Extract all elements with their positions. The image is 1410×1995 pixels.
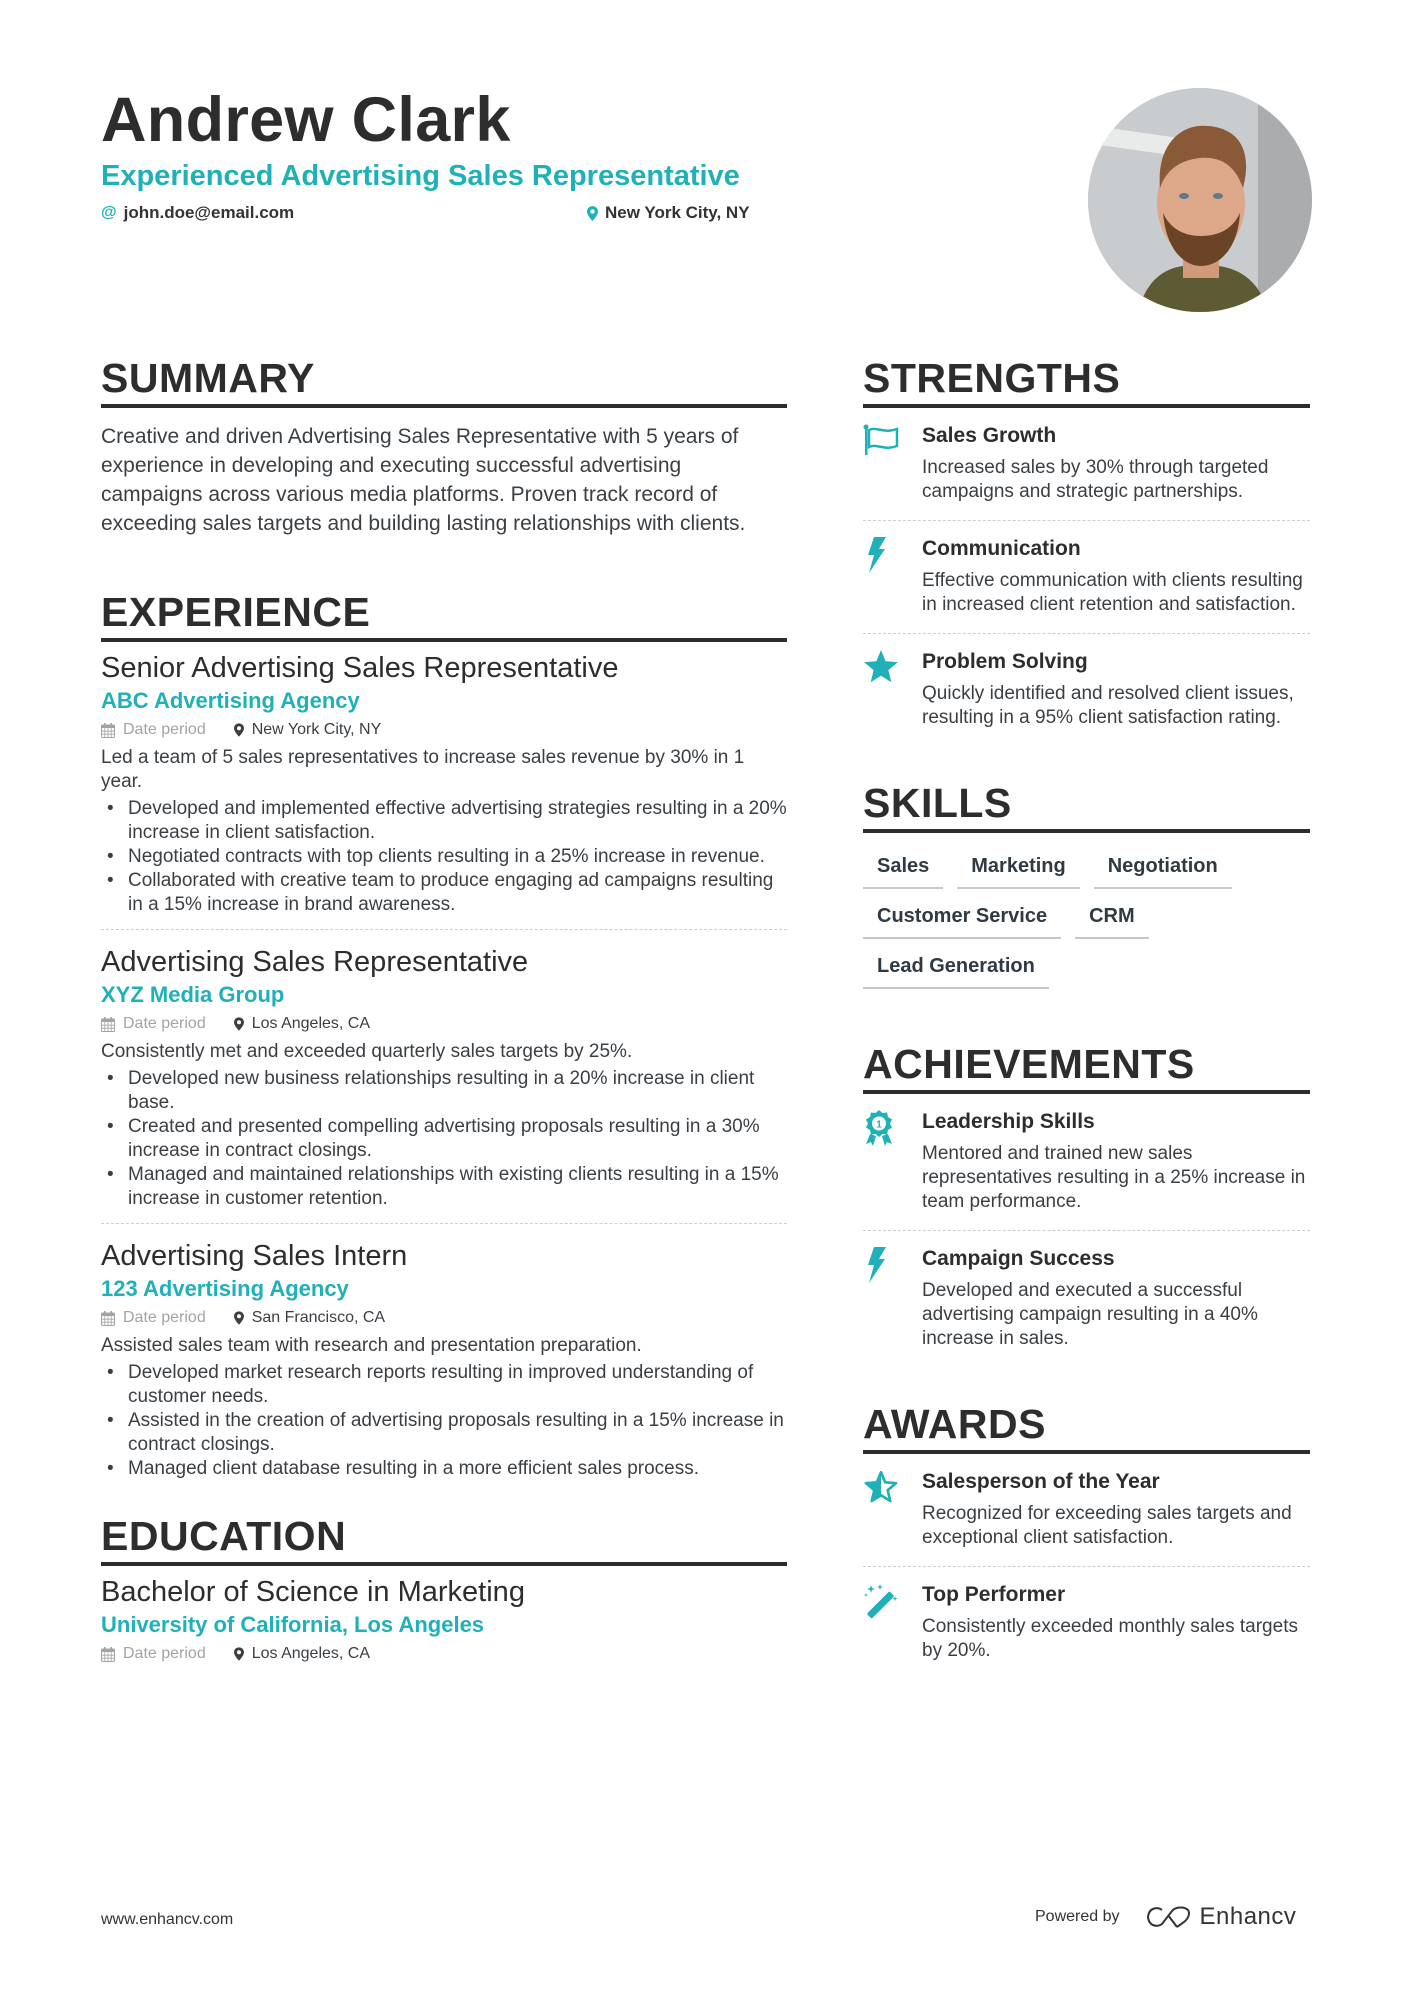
summary-text: Creative and driven Advertising Sales Representative with 5 years of experience in developing and executing successful advertising campaigns across various media platforms. Proven track record of exceeding sales targets and building lasting relationships with clients. (101, 425, 746, 535)
achievement-title: Leadership Skills (922, 1110, 1095, 1133)
brand-name: Enhancv (1199, 1903, 1297, 1930)
candidate-name: Andrew Clark (101, 85, 511, 155)
footer-website-link[interactable]: www.enhancv.com (101, 1911, 234, 1928)
email-text: john.doe@email.com (123, 203, 295, 222)
bullet-item: • Assisted in the creation of advertising proposals resulting in a 15% increase in contract closings. (101, 1409, 787, 1457)
job-bullets (101, 1067, 787, 1211)
section-heading: SKILLS (863, 780, 1012, 826)
job-meta (101, 718, 787, 742)
strengths-section (863, 355, 1310, 746)
calendar-icon (101, 1017, 115, 1032)
bullet-item: • Created and presented compelling advertising proposals resulting in a 30% increase in contract closings. (101, 1115, 787, 1163)
skills-section (863, 780, 1310, 989)
map-pin-icon (234, 1311, 244, 1325)
skill-tag: CRM (1075, 903, 1149, 939)
date-period: Date period (101, 1012, 206, 1036)
enhancv-logo-icon (1146, 1906, 1192, 1928)
strength-description: Quickly identified and resolved client issues, resulting in a 95% client satisfaction rating. (922, 683, 1294, 728)
medal-icon (863, 1108, 922, 1214)
strength-title: Sales Growth (922, 424, 1057, 447)
section-heading: EDUCATION (101, 1513, 347, 1559)
school-name: University of California, Los Angeles (101, 1612, 485, 1637)
award-item (863, 1454, 1310, 1567)
bullet-item: • Managed client database resulting in a more efficient sales process. (101, 1457, 787, 1481)
bullet-item: • Collaborated with creative team to produce engaging ad campaigns resulting in a 15% increase in brand awareness. (101, 869, 787, 917)
section-heading: SUMMARY (101, 355, 315, 401)
job-meta (101, 1012, 787, 1036)
education-section (101, 1513, 787, 1666)
education-location: Los Angeles, CA (234, 1642, 370, 1666)
skills-list (863, 833, 1310, 989)
section-divider (101, 638, 787, 642)
strength-item (863, 521, 1310, 634)
job-location: San Francisco, CA (234, 1306, 385, 1330)
achievements-section (863, 1041, 1310, 1367)
award-description: Recognized for exceeding sales targets and exceptional client satisfaction. (922, 1503, 1292, 1548)
strength-description: Increased sales by 30% through targeted campaigns and strategic partnerships. (922, 457, 1269, 502)
bullet-item: • Developed and implemented effective advertising strategies resulting in a 20% increase in client satisfaction. (101, 797, 787, 845)
achievement-item (863, 1094, 1310, 1231)
left-column (101, 355, 787, 1680)
map-pin-icon (587, 206, 598, 221)
footer-powered-by[interactable] (1035, 1903, 1296, 1931)
job-title: Advertising Sales Intern (101, 1240, 408, 1272)
strength-item (863, 408, 1310, 521)
education-meta (101, 1642, 787, 1666)
map-pin-icon (234, 723, 244, 737)
achievement-description: Developed and executed a successful advertising campaign resulting in a 40% increase in sales. (922, 1280, 1258, 1349)
map-pin-icon (234, 1017, 244, 1031)
job-bullets (101, 1361, 787, 1481)
company-name: XYZ Media Group (101, 982, 285, 1007)
skill-tag: Negotiation (1094, 853, 1232, 889)
section-heading: STRENGTHS (863, 355, 1121, 401)
degree-title: Bachelor of Science in Marketing (101, 1576, 525, 1608)
lightning-icon (863, 535, 922, 617)
job-meta (101, 1306, 787, 1330)
company-name: ABC Advertising Agency (101, 688, 360, 713)
experience-entry (101, 650, 787, 930)
achievement-description: Mentored and trained new sales representatives resulting in a 25% increase in team performance. (922, 1143, 1306, 1212)
achievement-title: Campaign Success (922, 1247, 1115, 1270)
section-heading: AWARDS (863, 1401, 1046, 1447)
date-period: Date period (101, 718, 206, 742)
enhancv-logo (1146, 1903, 1297, 1931)
award-title: Salesperson of the Year (922, 1470, 1160, 1493)
lightning-icon (863, 1245, 922, 1351)
right-column (863, 355, 1310, 1679)
experience-section (101, 589, 787, 1493)
award-item (863, 1567, 1310, 1679)
svg-text:1: 1 (876, 1119, 882, 1131)
calendar-icon (101, 1311, 115, 1326)
section-heading: EXPERIENCE (101, 589, 371, 635)
skill-tag: Sales (863, 853, 943, 889)
calendar-icon (101, 723, 115, 738)
skill-tag: Marketing (957, 853, 1079, 889)
job-location: New York City, NY (234, 718, 382, 742)
strength-title: Problem Solving (922, 650, 1088, 673)
job-description: Led a team of 5 sales representatives to increase sales revenue by 30% in 1 year. (101, 747, 745, 792)
strength-title: Communication (922, 537, 1081, 560)
half-star-icon (863, 1468, 922, 1550)
experience-entry (101, 944, 787, 1224)
magic-wand-icon (863, 1581, 922, 1663)
bullet-item: • Negotiated contracts with top clients resulting in a 25% increase in revenue. (101, 845, 787, 869)
star-icon (863, 648, 922, 730)
award-title: Top Performer (922, 1583, 1066, 1606)
job-description: Assisted sales team with research and presentation preparation. (101, 1335, 642, 1356)
contact-email[interactable] (101, 203, 294, 223)
job-title: Advertising Sales Representative (101, 946, 529, 978)
calendar-icon (101, 1647, 115, 1662)
achievement-item (863, 1231, 1310, 1367)
summary-section (101, 355, 787, 538)
company-name: 123 Advertising Agency (101, 1276, 349, 1301)
date-period: Date period (101, 1306, 206, 1330)
skill-tag: Lead Generation (863, 953, 1049, 989)
job-title: Senior Advertising Sales Representative (101, 652, 619, 684)
candidate-title: Experienced Advertising Sales Representative (101, 160, 740, 192)
job-description: Consistently met and exceeded quarterly sales targets by 25%. (101, 1041, 633, 1062)
strength-description: Effective communication with clients resulting in increased client retention and satisfaction. (922, 570, 1303, 615)
education-entry (101, 1574, 787, 1666)
bullet-item: • Managed and maintained relationships with existing clients resulting in a 15% increase in customer retention. (101, 1163, 787, 1211)
contact-location (587, 203, 750, 223)
skill-tag: Customer Service (863, 903, 1061, 939)
date-period: Date period (101, 1642, 206, 1666)
experience-entry (101, 1238, 787, 1493)
strength-item (863, 634, 1310, 746)
location-text: New York City, NY (605, 203, 750, 222)
at-icon: @ (101, 204, 117, 221)
flag-icon (863, 422, 922, 504)
profile-photo (1088, 88, 1312, 312)
job-bullets (101, 797, 787, 917)
powered-by-label: Powered by (1035, 1908, 1120, 1925)
awards-section (863, 1401, 1310, 1679)
award-description: Consistently exceeded monthly sales targets by 20%. (922, 1616, 1298, 1661)
bullet-item: • Developed new business relationships resulting in a 20% increase in client base. (101, 1067, 787, 1115)
section-divider (101, 404, 787, 408)
job-location: Los Angeles, CA (234, 1012, 370, 1036)
section-heading: ACHIEVEMENTS (863, 1041, 1195, 1087)
map-pin-icon (234, 1647, 244, 1661)
section-divider (101, 1562, 787, 1566)
bullet-item: • Developed market research reports resulting in improved understanding of customer needs. (101, 1361, 787, 1409)
